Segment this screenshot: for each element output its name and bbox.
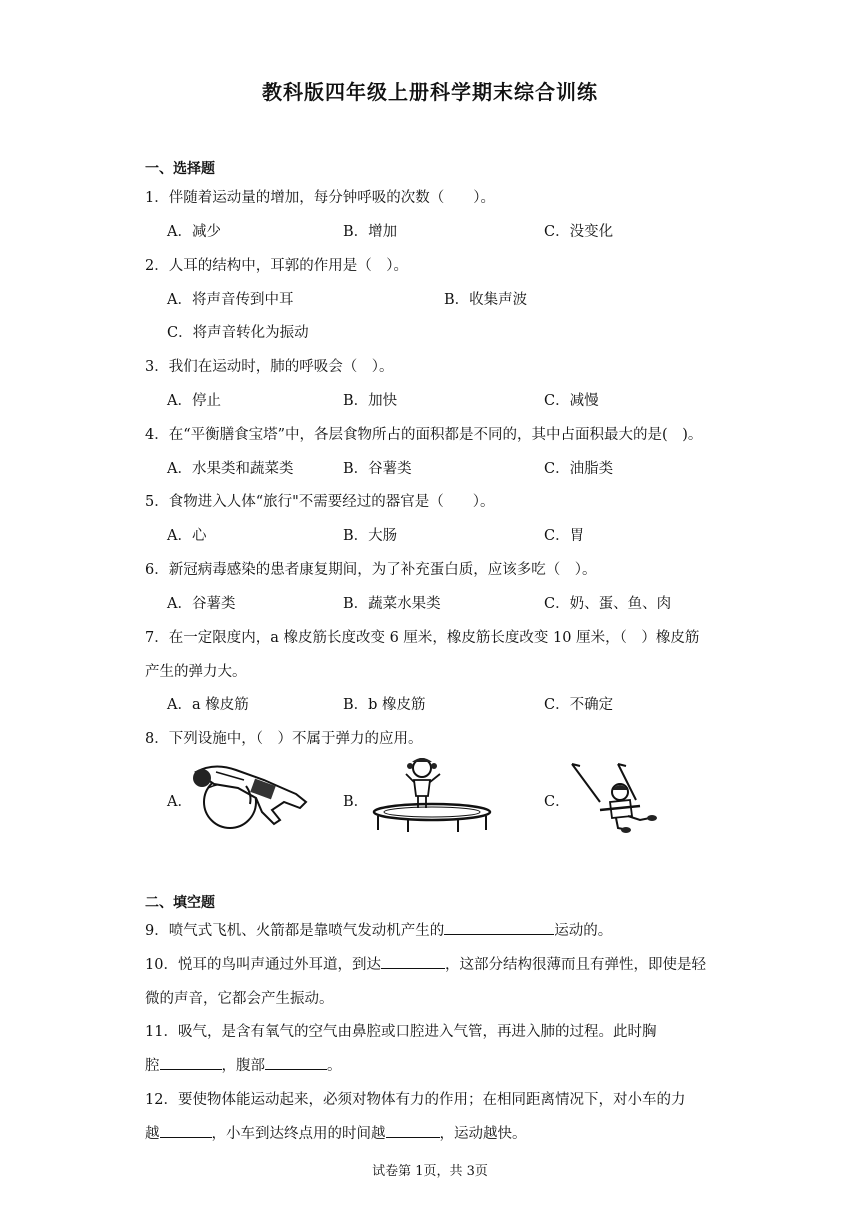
trampoline-illustration: [368, 756, 498, 834]
q11-text-before: 腔: [145, 1058, 160, 1074]
section-fill-heading: 二、填空题: [145, 895, 215, 911]
q7-option-b: B．b 橡皮筋: [343, 697, 426, 713]
question-3: 3．我们在运动时，肺的呼吸会（ ）。: [145, 359, 394, 375]
q1-option-a: A．减少: [167, 224, 221, 240]
question-9: [145, 919, 612, 940]
q2-option-b: B．收集声波: [444, 292, 528, 308]
q7-option-a: A．a 橡皮筋: [167, 697, 249, 713]
q11-answer-blank-2[interactable]: [265, 1055, 327, 1070]
question-2: 2．人耳的结构中，耳郭的作用是（ ）。: [145, 258, 408, 274]
q6-option-b: B．蔬菜水果类: [343, 596, 441, 612]
page-footer: 试卷第 1页，共 3页: [372, 1164, 488, 1179]
question-8: 8．下列设施中，（ ）不属于弹力的应用。: [145, 731, 423, 747]
q5-option-b: B．大肠: [343, 528, 398, 544]
q3-option-a: A．停止: [167, 393, 221, 409]
q6-option-a: A．谷薯类: [167, 596, 236, 612]
q9-text-before: 9．喷气式飞机、火箭都是靠喷气发动机产生的: [145, 923, 445, 939]
question-6: 6．新冠病毒感染的患者康复期间，为了补充蛋白质，应该多吃（ ）。: [145, 562, 597, 578]
q12-answer-blank-2[interactable]: [386, 1123, 440, 1138]
q9-answer-blank[interactable]: [444, 920, 554, 935]
question-7-line-2: 产生的弹力大。: [145, 664, 247, 680]
question-12-line-2: [145, 1122, 527, 1143]
question-1: 1．伴随着运动量的增加，每分钟呼吸的次数（ ）。: [145, 190, 495, 206]
q8-option-a: A．: [167, 794, 192, 810]
swing-illustration: [570, 762, 670, 834]
q2-option-c: C．将声音转化为振动: [167, 325, 309, 341]
q3-option-c: C．减慢: [544, 393, 599, 409]
q5-option-c: C．胃: [544, 528, 585, 544]
q1-option-c: C．没变化: [544, 224, 614, 240]
q6-option-c: C．奶、蛋、鱼、肉: [544, 596, 672, 612]
q10-text-before: 10．悦耳的鸟叫声通过外耳道，到达: [145, 957, 381, 973]
q8-option-c: C．: [544, 794, 570, 810]
question-5: 5．食物进入人体“旅行"不需要经过的器官是（ ）。: [145, 494, 495, 510]
q11-answer-blank-1[interactable]: [160, 1055, 222, 1070]
q11-text-middle: ，腹部: [221, 1058, 265, 1074]
question-10-line-1: [145, 953, 706, 974]
q4-option-b: B．谷薯类: [343, 461, 412, 477]
q12-answer-blank-1[interactable]: [160, 1123, 212, 1138]
q12-text-after: ，运动越快。: [439, 1126, 527, 1142]
q7-option-c: C．不确定: [544, 697, 614, 713]
q11-text-after: 。: [327, 1058, 342, 1074]
q10-text-after: ，这部分结构很薄而且有弹性，即使是轻: [444, 957, 706, 973]
question-10-line-2: 微的声音，它都会产生振动。: [145, 991, 334, 1007]
question-12-line-1: 12．要使物体能运动起来，必须对物体有力的作用；在相同距离情况下，对小车的力: [145, 1092, 686, 1108]
q12-text-before: 越: [145, 1126, 160, 1142]
question-4: 4．在“平衡膳食宝塔”中，各层食物所占的面积都是不同的，其中占面积最大的是( )。: [145, 427, 703, 443]
q3-option-b: B．加快: [343, 393, 398, 409]
q8-option-b: B．: [343, 794, 369, 810]
exercise-ball-illustration: [186, 758, 316, 830]
page-title: 教科版四年级上册科学期末综合训练: [262, 80, 598, 104]
q12-text-middle: ，小车到达终点用的时间越: [211, 1126, 386, 1142]
q5-option-a: A．心: [167, 528, 207, 544]
question-11-line-1: 11．吸气，是含有氧气的空气由鼻腔或口腔进入气管，再进入肺的过程。此时胸: [145, 1024, 657, 1040]
q1-option-b: B．增加: [343, 224, 398, 240]
section-choice-heading: 一、选择题: [145, 161, 215, 177]
q4-option-a: A．水果类和蔬菜类: [167, 461, 294, 477]
q10-answer-blank[interactable]: [381, 954, 445, 969]
q4-option-c: C．油脂类: [544, 461, 614, 477]
q9-text-after: 运动的。: [554, 923, 613, 939]
question-7-line-1: 7．在一定限度内，a 橡皮筋长度改变 6 厘米，橡皮筋长度改变 10 厘米，（ ）橡皮筋: [145, 630, 700, 646]
q2-option-a: A．将声音传到中耳: [167, 292, 294, 308]
question-11-line-2: [145, 1054, 342, 1075]
